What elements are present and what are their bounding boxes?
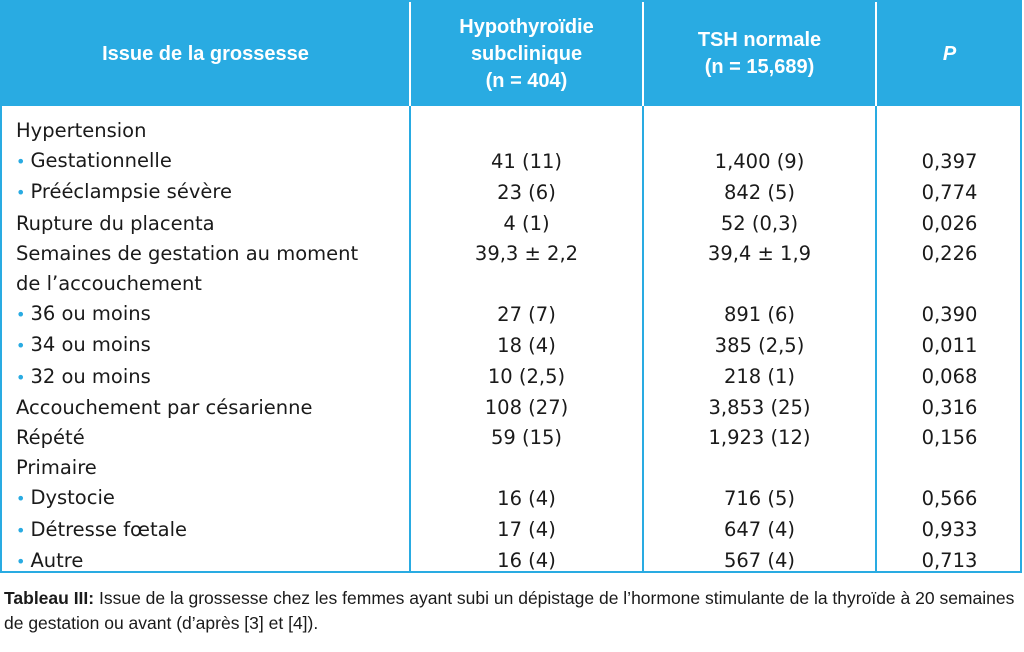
table-row (2, 269, 1022, 299)
tsh-value-cell (643, 269, 876, 299)
hypo-value-cell: 16 (4) (410, 546, 643, 573)
header-normal-tsh (643, 2, 876, 106)
table-row (2, 483, 1022, 514)
p-value-cell (876, 106, 1022, 146)
p-value-cell: 0,026 (876, 209, 1022, 239)
header-row (2, 2, 1022, 106)
tsh-value-cell: 218 (1) (643, 362, 876, 393)
p-value-cell: 0,390 (876, 299, 1022, 330)
row-label: 36 ou moins (30, 302, 151, 326)
p-value-cell (876, 453, 1022, 483)
header-subclinical-hypothyroidism (410, 2, 643, 106)
tsh-value-cell (643, 453, 876, 483)
row-label: Accouchement par césarienne (16, 395, 313, 419)
hypo-value-cell (410, 269, 643, 299)
hypo-value-cell: 4 (1) (410, 209, 643, 239)
hypo-value-cell: 18 (4) (410, 330, 643, 361)
tsh-value-cell: 1,400 (9) (643, 146, 876, 177)
p-value-cell: 0,397 (876, 146, 1022, 177)
bullet-icon: • (16, 489, 26, 509)
row-label: Rupture du placenta (16, 211, 215, 235)
hypo-value-cell: 39,3 ± 2,2 (410, 239, 643, 269)
caption-label: Tableau III: (4, 588, 95, 608)
table-row (2, 146, 1022, 177)
tsh-value-cell (643, 106, 876, 146)
header-tsh-line1: TSH normale (697, 29, 822, 51)
hypo-value-cell: 108 (27) (410, 393, 643, 423)
p-value-cell: 0,156 (876, 423, 1022, 453)
row-label: Semaines de gestation au moment (16, 241, 359, 265)
table-row (2, 330, 1022, 361)
hypo-value-cell: 23 (6) (410, 177, 643, 208)
table-header (2, 2, 1022, 106)
bullet-icon: • (16, 305, 26, 325)
row-label: Prééclampsie sévère (30, 180, 232, 204)
bullet-icon: • (16, 336, 26, 356)
table-row (2, 177, 1022, 208)
p-value-cell (876, 269, 1022, 299)
tsh-value-cell: 647 (4) (643, 515, 876, 546)
hypo-value-cell: 41 (11) (410, 146, 643, 177)
row-label-cell (2, 423, 410, 453)
table-row (2, 453, 1022, 483)
tsh-value-cell: 891 (6) (643, 299, 876, 330)
hypo-value-cell: 16 (4) (410, 483, 643, 514)
header-p-label: P (942, 42, 957, 65)
row-label: Détresse fœtale (30, 517, 188, 541)
row-label-cell (2, 393, 410, 423)
hypo-value-cell (410, 106, 643, 146)
row-label-cell (2, 209, 410, 239)
bullet-icon: • (16, 367, 26, 387)
tsh-value-cell: 52 (0,3) (643, 209, 876, 239)
table-caption (4, 586, 1020, 636)
row-label-cell (2, 269, 410, 299)
hypo-value-cell: 27 (7) (410, 299, 643, 330)
table-row (2, 423, 1022, 453)
p-value-cell: 0,226 (876, 239, 1022, 269)
row-label-cell (2, 483, 410, 514)
row-label-cell (2, 515, 410, 546)
table-row (2, 362, 1022, 393)
tsh-value-cell: 1,923 (12) (643, 423, 876, 453)
row-label-cell (2, 177, 410, 208)
tsh-value-cell: 567 (4) (643, 546, 876, 573)
bullet-icon: • (16, 152, 26, 172)
row-label: Primaire (16, 456, 97, 480)
row-label: de l’accouchement (16, 272, 202, 296)
header-p-value (876, 2, 1022, 106)
row-label-cell (2, 106, 410, 146)
row-label: Hypertension (16, 119, 147, 142)
table-body (2, 106, 1022, 573)
header-outcome-label: Issue de la grossesse (102, 42, 309, 65)
hypo-value-cell: 17 (4) (410, 515, 643, 546)
hypo-value-cell: 10 (2,5) (410, 362, 643, 393)
row-label-cell (2, 330, 410, 361)
row-label-cell (2, 146, 410, 177)
row-label: 34 ou moins (30, 333, 151, 357)
row-label-cell (2, 299, 410, 330)
header-hypo-line1: Hypothyroïdie (459, 15, 594, 38)
row-label: Gestationnelle (30, 149, 172, 173)
caption-text: Issue de la grossesse chez les femmes ayant subi un dépistage de l’hormone stimulante de la thyroïde à 20 semaines de gestation ou avant (d’après [3] et [4]). (4, 588, 1015, 633)
p-value-cell: 0,068 (876, 362, 1022, 393)
table-row (2, 239, 1022, 269)
p-value-cell: 0,566 (876, 483, 1022, 514)
table-row (2, 515, 1022, 546)
hypo-value-cell: 59 (15) (410, 423, 643, 453)
p-value-cell: 0,933 (876, 515, 1022, 546)
tsh-value-cell: 842 (5) (643, 177, 876, 208)
bullet-icon: • (16, 551, 26, 571)
table-row (2, 546, 1022, 573)
tsh-value-cell: 3,853 (25) (643, 393, 876, 423)
row-label-cell (2, 453, 410, 483)
row-label: Autre (30, 548, 84, 572)
table-row (2, 299, 1022, 330)
hypo-value-cell (410, 453, 643, 483)
tsh-value-cell: 385 (2,5) (643, 330, 876, 361)
header-hypo-line2: subclinique (470, 42, 583, 65)
row-label: 32 ou moins (30, 364, 151, 388)
outcome-table (2, 2, 1022, 573)
p-value-cell: 0,011 (876, 330, 1022, 361)
tsh-value-cell: 39,4 ± 1,9 (643, 239, 876, 269)
tsh-value-cell: 716 (5) (643, 483, 876, 514)
row-label-cell (2, 362, 410, 393)
row-label: Répété (16, 426, 85, 450)
p-value-cell: 0,713 (876, 546, 1022, 573)
p-value-cell: 0,316 (876, 393, 1022, 423)
table-row (2, 209, 1022, 239)
row-label-cell (2, 546, 410, 573)
table-row (2, 393, 1022, 423)
header-hypo-line3: (n = 404) (485, 69, 568, 92)
p-value-cell: 0,774 (876, 177, 1022, 208)
header-tsh-line2: (n = 15,689) (704, 56, 815, 78)
row-label: Dystocie (30, 486, 115, 510)
bullet-icon: • (16, 183, 26, 203)
table-row (2, 106, 1022, 146)
row-label-cell (2, 239, 410, 269)
header-outcome (2, 2, 410, 106)
bullet-icon: • (16, 520, 26, 540)
